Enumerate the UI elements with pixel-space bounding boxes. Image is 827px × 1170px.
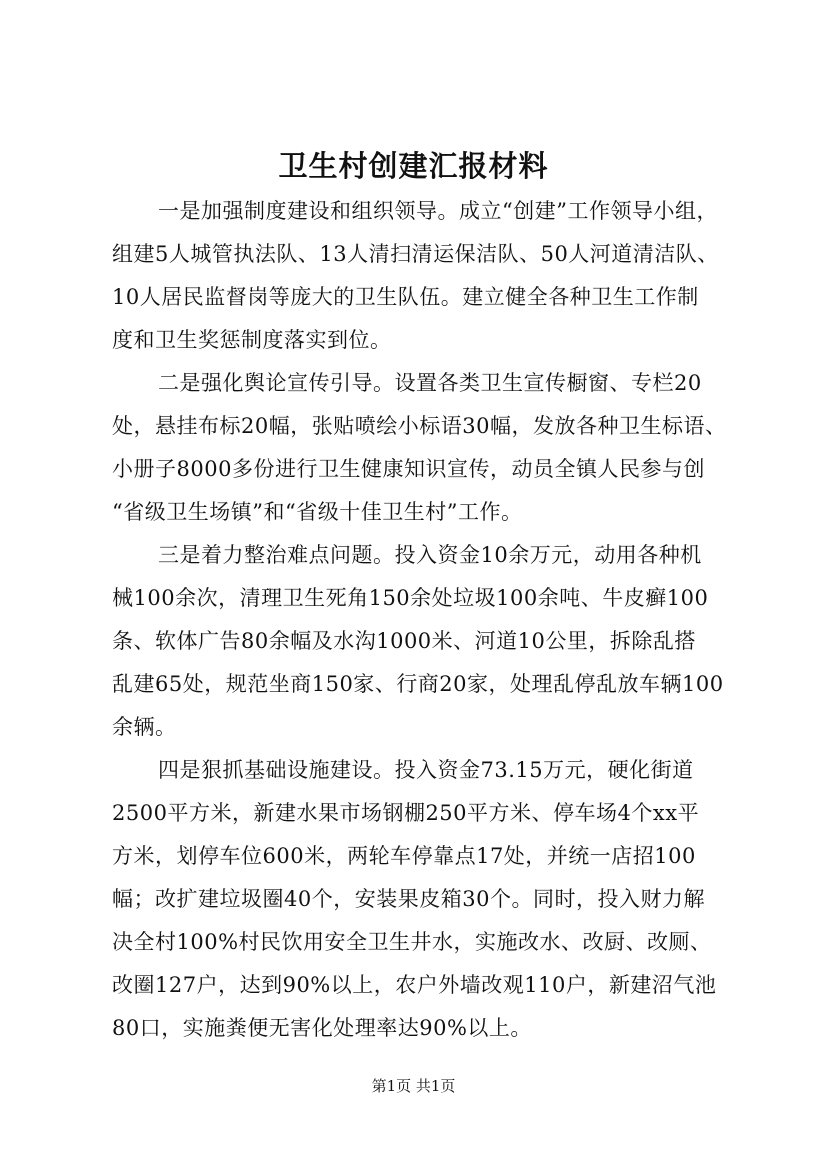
paragraph-3-line-2: 械100余次，清理卫生死角150余处垃圾100余吨、牛皮癣100 <box>112 586 709 610</box>
paragraph-4-line-2: 2500平方米，新建水果市场钢棚250平方米、停车场4个xx平 <box>112 801 700 825</box>
paragraph-2-line-4: “省级卫生场镇”和“省级十佳卫生村”工作。 <box>112 500 523 524</box>
paragraph-2-line-2: 处，悬挂布标20幅，张贴喷绘小标语30幅，发放各种卫生标语、 <box>112 414 727 438</box>
paragraph-3-line-3: 条、软体广告80余幅及水沟1000米、河道10公里，拆除乱搭 <box>112 629 696 653</box>
paragraph-4-line-3: 方米，划停车位600米，两轮车停靠点17处，并统一店招100 <box>112 844 696 868</box>
paragraph-4-line-5: 决全村100%村民饮用安全卫生井水，实施改水、改厨、改厕、 <box>112 930 712 954</box>
paragraph-4-line-6: 改圈127户，达到90%以上，农户外墙改观110户，新建沼气池 <box>112 973 717 997</box>
paragraph-1-line-4: 度和卫生奖惩制度落实到位。 <box>112 328 392 352</box>
paragraph-3-line-5: 余辆。 <box>112 715 177 739</box>
paragraph-2-line-3: 小册子8000多份进行卫生健康知识宣传，动员全镇人民参与创 <box>112 457 705 481</box>
document-title: 卫生村创建汇报材料 <box>278 149 549 183</box>
paragraph-2-line-1: 二是强化舆论宣传引导。设置各类卫生宣传橱窗、专栏20 <box>158 371 702 395</box>
page-footer: 第1页 共1页 <box>371 1077 456 1095</box>
paragraph-3-line-4: 乱建65处，规范坐商150家、行商20家，处理乱停乱放车辆100 <box>112 672 724 696</box>
paragraph-1-line-2: 组建5人城管执法队、13人清扫清运保洁队、50人河道清洁队、 <box>112 242 719 266</box>
paragraph-3-line-1: 三是着力整治难点问题。投入资金10余万元，动用各种机 <box>158 543 702 567</box>
paragraph-4-line-7: 80口，实施粪便无害化处理率达90%以上。 <box>112 1016 532 1040</box>
paragraph-1-line-3: 10人居民监督岗等庞大的卫生队伍。建立健全各种卫生工作制 <box>112 285 699 309</box>
paragraph-4-line-4: 幅；改扩建垃圾圈40个，安装果皮箱30个。同时，投入财力解 <box>112 887 705 911</box>
paragraph-4-line-1: 四是狠抓基础设施建设。投入资金73.15万元，硬化街道 <box>158 758 694 782</box>
paragraph-1-line-1: 一是加强制度建设和组织领导。成立“创建”工作领导小组， <box>158 199 718 223</box>
